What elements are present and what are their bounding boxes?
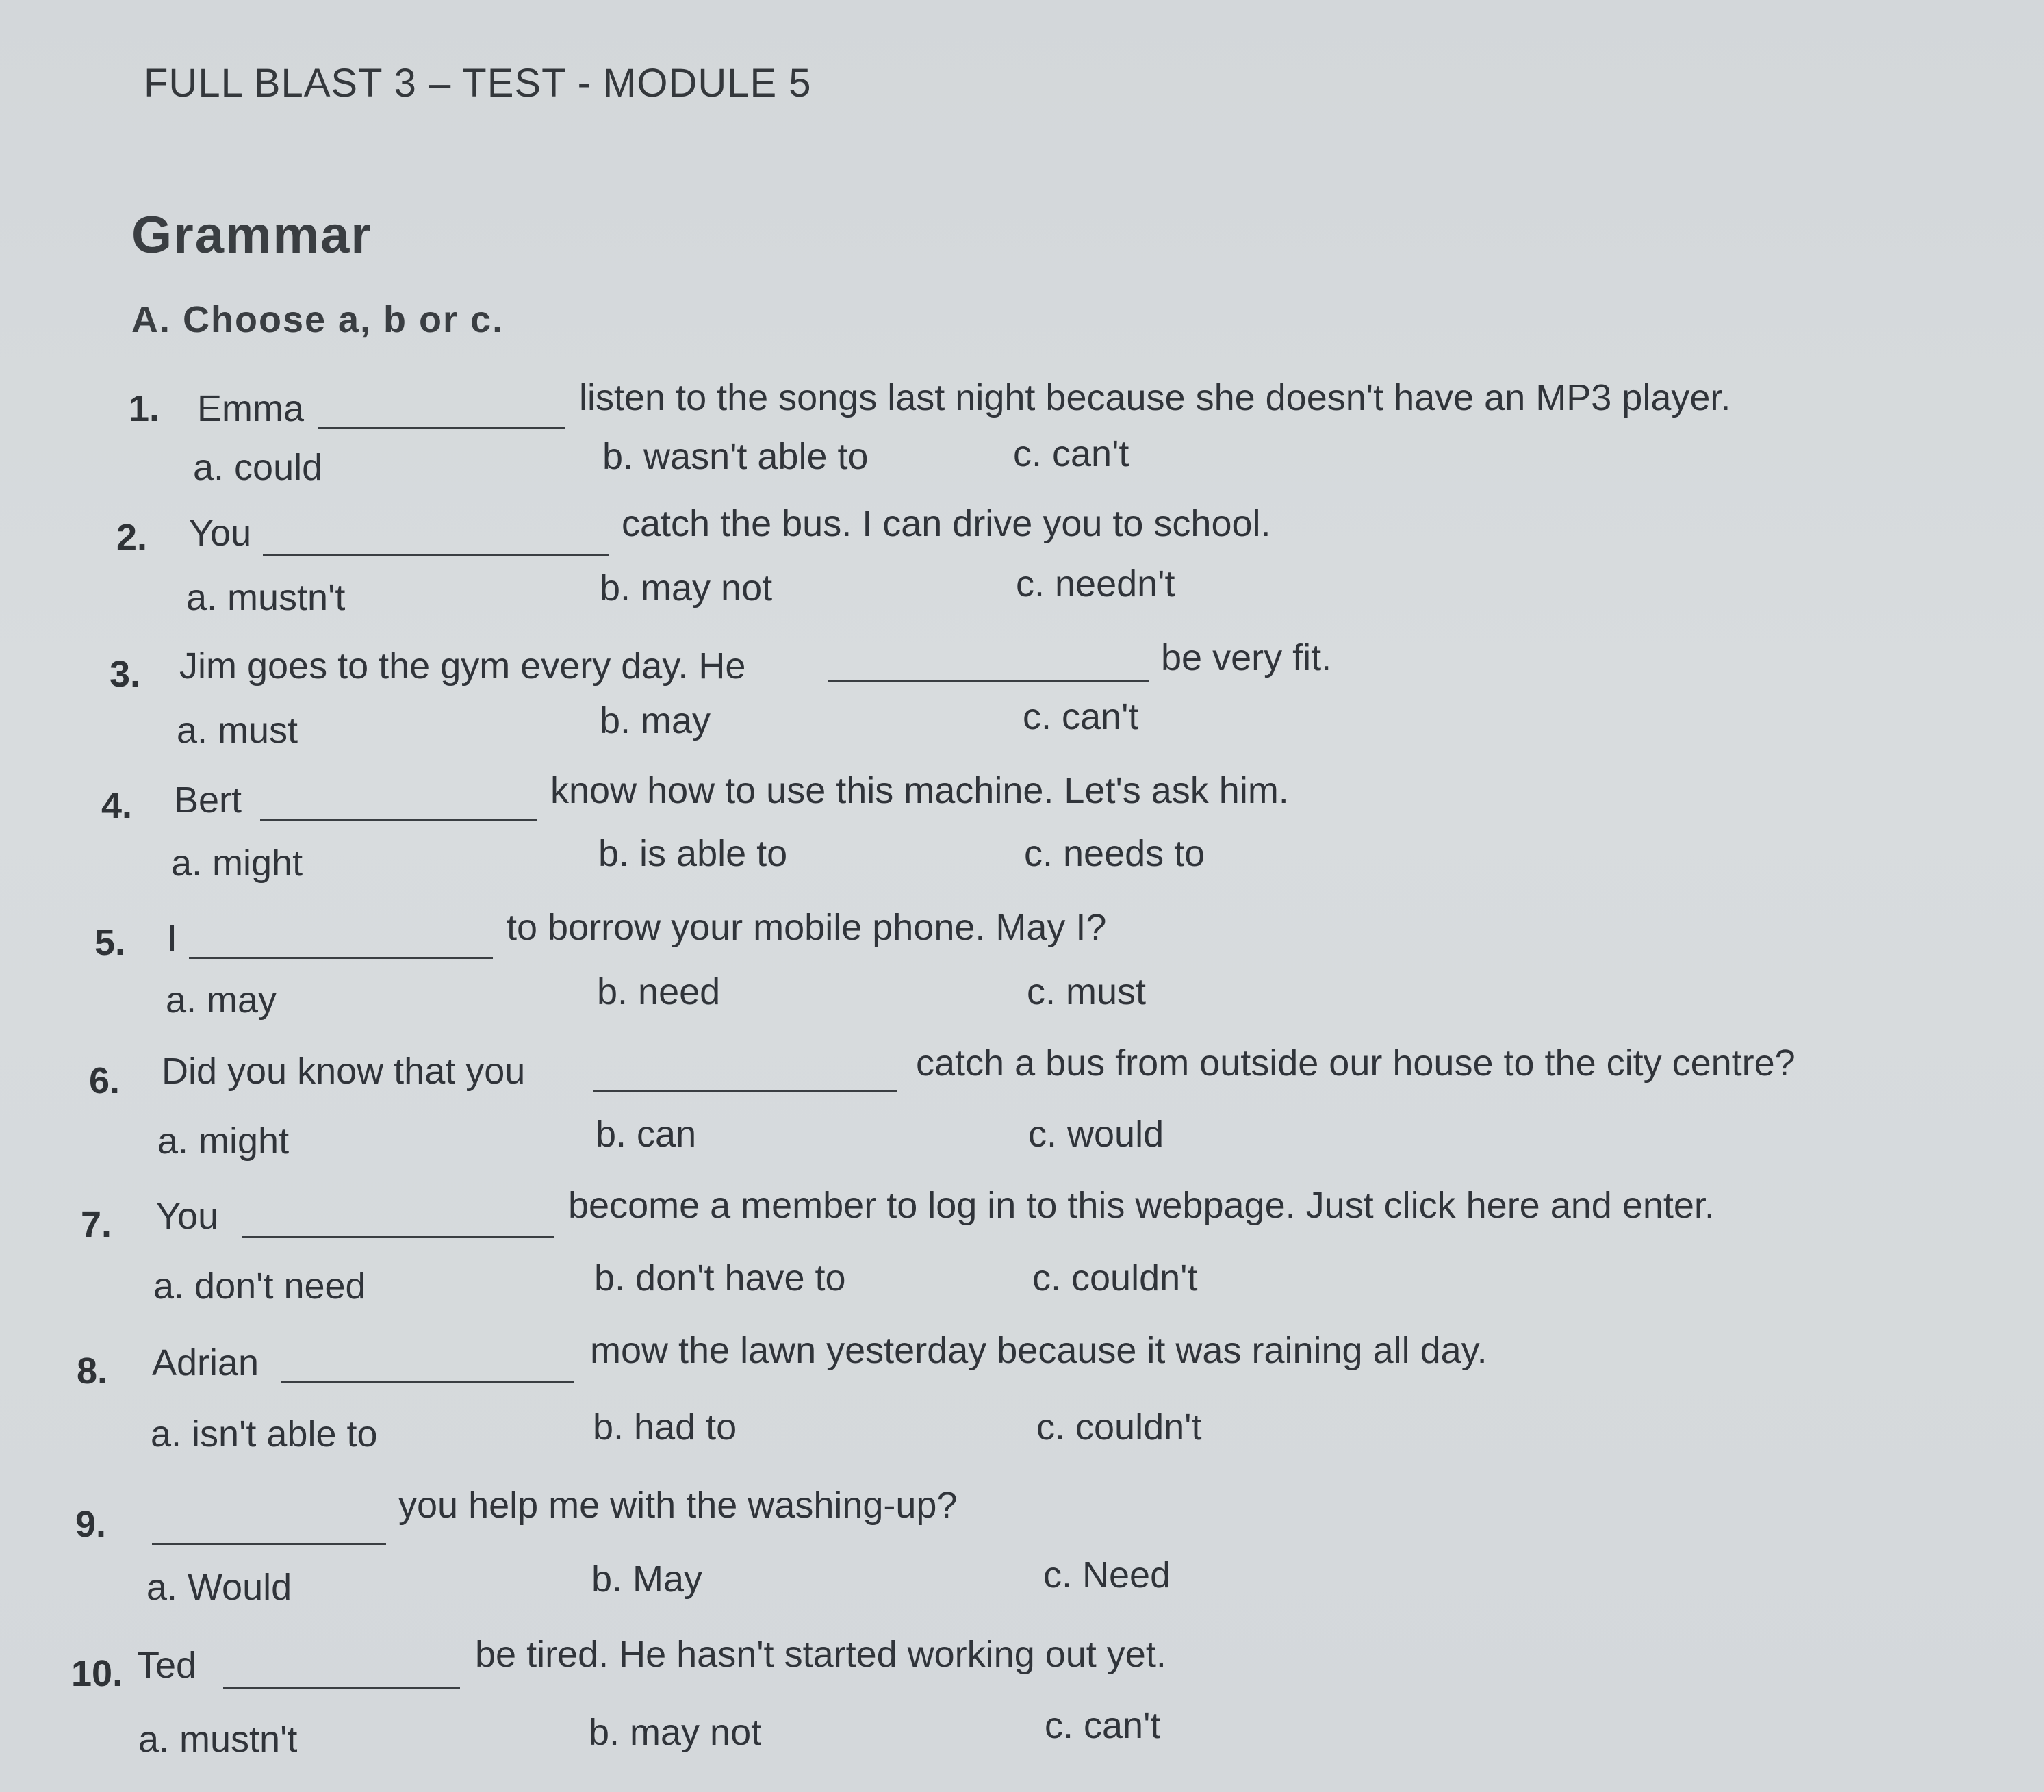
option-a[interactable]: a. Would [146,1567,292,1608]
answer-blank[interactable] [189,957,493,959]
option-c[interactable]: c. can't [1023,696,1139,737]
exercise-instruction: A. Choose a, b or c. [131,299,504,340]
question-text-before: Ted [137,1645,197,1686]
question-7 [0,1185,1985,1262]
question-text-before: Adrian [152,1342,259,1383]
option-a[interactable]: a. mustn't [138,1719,298,1760]
question-text-after: be tired. He hasn't started working out yet. [475,1634,1166,1675]
answer-blank[interactable] [828,680,1149,682]
question-text-after: know how to use this machine. Let's ask him. [550,770,1289,811]
option-c[interactable]: c. Need [1043,1554,1171,1596]
question-text-after: you help me with the washing-up? [398,1485,958,1526]
answer-blank[interactable] [263,554,609,556]
answer-blank[interactable] [152,1543,386,1545]
question-text-before: Bert [174,780,242,821]
question-5-options [0,971,1985,1034]
question-number: 5. [94,922,126,963]
answer-blank[interactable] [260,819,537,821]
question-10 [0,1634,1985,1711]
question-text-before: You [189,513,252,554]
question-2-options [0,563,1985,628]
option-a[interactable]: a. may [166,980,277,1021]
option-b[interactable]: b. need [597,971,721,1012]
question-10-options [0,1705,1985,1771]
option-c[interactable]: c. can't [1013,433,1129,474]
question-1 [0,377,1985,452]
question-number: 10. [71,1653,123,1694]
option-b[interactable]: b. is able to [598,833,788,874]
question-text-before: Jim goes to the gym every day. He [179,645,746,687]
question-number: 8. [77,1351,108,1392]
question-3-options [0,696,1985,760]
option-a[interactable]: a. don't need [153,1266,366,1307]
option-a[interactable]: a. could [193,447,323,488]
option-b[interactable]: b. may not [589,1712,762,1753]
question-6-options [0,1114,1985,1175]
option-b[interactable]: b. had to [593,1407,737,1448]
question-number: 3. [110,654,141,695]
page-title: FULL BLAST 3 – TEST - MODULE 5 [144,61,812,105]
question-text-after: become a member to log in to this webpage. Just click here and enter. [568,1185,1715,1226]
question-3 [0,637,1985,712]
option-b[interactable]: b. May [591,1559,703,1600]
question-9-options [0,1554,1985,1618]
option-b[interactable]: b. don't have to [594,1257,846,1298]
answer-blank[interactable] [223,1687,460,1689]
answer-blank[interactable] [242,1236,554,1238]
question-number: 9. [75,1504,107,1545]
option-c[interactable]: c. needn't [1016,563,1175,604]
question-6 [0,1042,1985,1118]
question-1-options [0,433,1985,498]
option-c[interactable]: c. must [1027,971,1147,1012]
option-b[interactable]: b. may [600,700,711,741]
question-4 [0,770,1985,846]
answer-blank[interactable] [281,1381,574,1383]
question-2 [0,503,1985,579]
question-text-before: Emma [197,388,305,429]
option-c[interactable]: c. can't [1045,1705,1161,1746]
option-a[interactable]: a. mustn't [186,577,346,618]
question-text-before: I [167,918,178,959]
question-number: 1. [129,388,160,429]
question-number: 2. [116,517,148,558]
question-8 [0,1330,1985,1409]
option-a[interactable]: a. isn't able to [151,1413,378,1455]
question-text-after: catch a bus from outside our house to the city centre? [916,1042,1796,1084]
option-c[interactable]: c. needs to [1024,833,1205,874]
answer-blank[interactable] [593,1090,897,1092]
option-a[interactable]: a. might [171,843,303,884]
question-number: 4. [101,785,133,826]
question-number: 6. [89,1060,120,1101]
question-number: 7. [81,1204,112,1245]
question-text-after: to borrow your mobile phone. May I? [507,907,1107,948]
question-7-options [0,1257,1985,1317]
question-text-after: catch the bus. I can drive you to school. [622,503,1271,544]
answer-blank[interactable] [318,427,565,429]
option-a[interactable]: a. might [157,1121,290,1162]
question-text-before: Did you know that you [162,1051,526,1092]
option-c[interactable]: c. would [1028,1114,1164,1155]
question-9 [0,1485,1985,1561]
option-b[interactable]: b. wasn't able to [602,436,869,477]
option-b[interactable]: b. can [596,1114,697,1155]
option-c[interactable]: c. couldn't [1036,1407,1202,1448]
section-heading: Grammar [131,206,372,264]
question-4-options [0,833,1985,897]
question-8-options [0,1407,1985,1466]
question-5 [0,907,1985,983]
option-a[interactable]: a. must [177,710,298,751]
question-text-before: You [156,1196,219,1237]
option-b[interactable]: b. may not [600,567,773,609]
question-text-after: mow the lawn yesterday because it was raining all day. [590,1330,1487,1371]
question-text-after: be very fit. [1161,637,1332,678]
option-c[interactable]: c. couldn't [1032,1257,1198,1298]
question-text-after: listen to the songs last night because she doesn't have an MP3 player. [579,377,1731,418]
